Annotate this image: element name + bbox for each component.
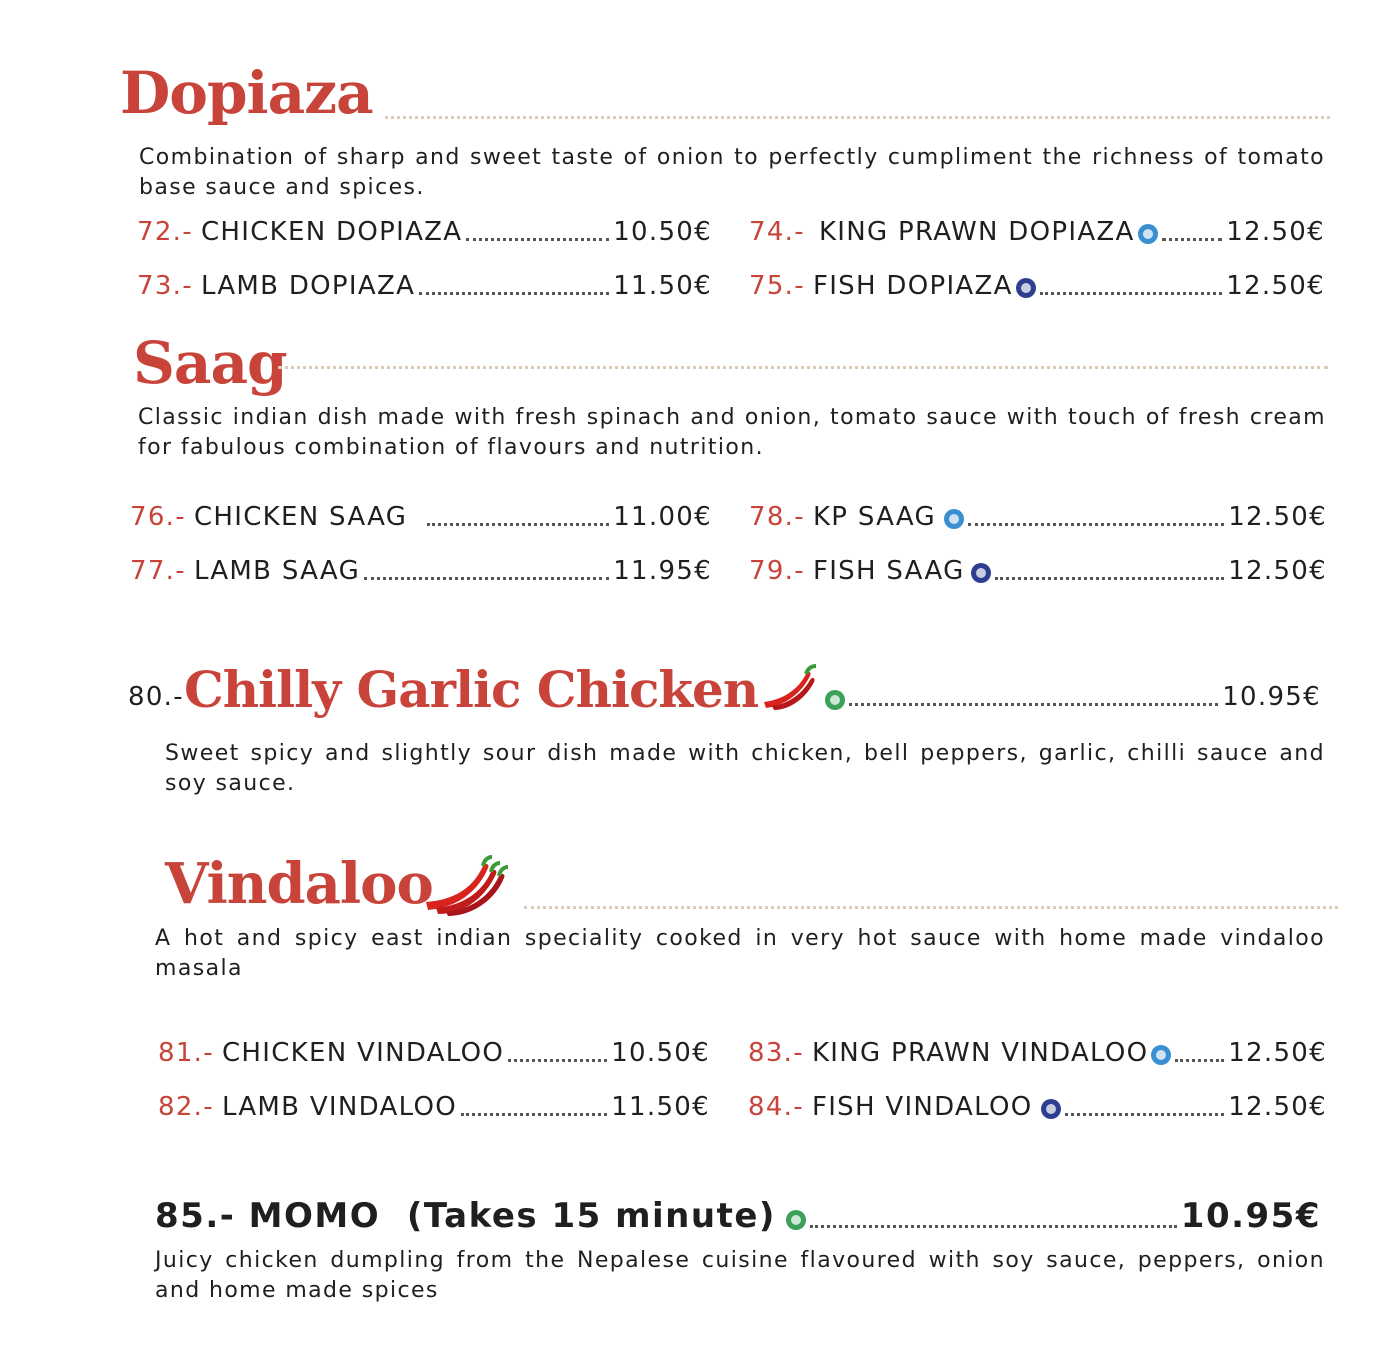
item-number: 82.- <box>158 1092 214 1122</box>
menu-item-84 <box>748 1092 1327 1122</box>
momo-title: 85.- MOMO (Takes 15 minute) <box>155 1196 776 1236</box>
item-price: 11.50€ <box>613 271 712 301</box>
menu-item-82 <box>158 1092 710 1122</box>
leader-dots <box>427 523 609 526</box>
leader-dots <box>995 577 1225 580</box>
item-number: 74.- <box>749 217 805 247</box>
item-number: 73.- <box>137 271 193 301</box>
dopiaza-description: Combination of sharp and sweet taste of onion to perfectly cumpliment the richness of tomato base sauce and spices. <box>139 145 1325 200</box>
menu-item-81 <box>158 1038 710 1068</box>
menu-item-74 <box>749 217 1325 247</box>
menu-item-77 <box>130 556 712 586</box>
item-price: 12.50€ <box>1228 1038 1327 1068</box>
item-number: 81.- <box>158 1038 214 1068</box>
saag-heading-dots <box>278 366 1328 369</box>
item-price: 12.50€ <box>1228 1092 1327 1122</box>
item-name: LAMB DOPIAZA <box>200 271 416 301</box>
item-price: 10.50€ <box>611 1038 710 1068</box>
menu-item-83 <box>748 1038 1327 1068</box>
green-badge-icon <box>825 690 845 710</box>
item-number: 75.- <box>749 271 805 301</box>
menu-item-80 <box>128 660 1321 720</box>
item-name: CHICKEN DOPIAZA <box>200 217 463 247</box>
king-prawn-badge-icon <box>944 509 964 529</box>
item-price: 10.50€ <box>613 217 712 247</box>
momo-description: Juicy chicken dumpling from the Nepalese cuisine flavoured with soy sauce, peppers, onion and home made spices <box>155 1248 1325 1303</box>
item-name: CHICKEN VINDALOO <box>221 1038 505 1068</box>
leader-dots <box>419 292 609 295</box>
item-number: 72.- <box>137 217 193 247</box>
item-price: 10.95€ <box>1180 1196 1321 1236</box>
menu-item-85 <box>155 1196 1321 1236</box>
menu-item-76 <box>130 502 712 532</box>
saag-heading: Saag <box>133 329 287 397</box>
chilli-pepper-icon <box>424 854 510 918</box>
item-name: KING PRAWN DOPIAZA <box>818 217 1135 247</box>
fish-badge-icon <box>971 563 991 583</box>
item-price: 11.50€ <box>611 1092 710 1122</box>
item-price: 12.50€ <box>1228 502 1327 532</box>
leader-dots <box>810 1225 1177 1228</box>
fish-badge-icon <box>1041 1099 1061 1119</box>
king-prawn-badge-icon <box>1151 1045 1171 1065</box>
menu-item-78 <box>749 502 1327 532</box>
item-price: 11.00€ <box>613 502 712 532</box>
item-name: FISH VINDALOO <box>811 1092 1033 1122</box>
menu-item-73 <box>137 271 712 301</box>
item-name: CHICKEN SAAG <box>193 502 408 532</box>
chilli-pepper-icon <box>760 662 822 714</box>
item-number: 79.- <box>749 556 805 586</box>
chilly-description: Sweet spicy and slightly sour dish made with chicken, bell peppers, garlic, chilli sauce and soy sauce. <box>165 741 1325 796</box>
item-number: 80.- <box>128 682 184 712</box>
item-name: LAMB VINDALOO <box>221 1092 457 1122</box>
vindaloo-heading-dots <box>524 906 1338 909</box>
king-prawn-badge-icon <box>1138 224 1158 244</box>
leader-dots <box>849 703 1218 706</box>
leader-dots <box>364 577 609 580</box>
leader-dots <box>1040 292 1223 295</box>
item-price: 10.95€ <box>1222 682 1321 712</box>
item-name: FISH DOPIAZA <box>812 271 1013 301</box>
item-number: 83.- <box>748 1038 804 1068</box>
item-price: 12.50€ <box>1226 217 1325 247</box>
leader-dots <box>1065 1113 1225 1116</box>
saag-description: Classic indian dish made with fresh spinach and onion, tomato sauce with touch of fresh cream for fabulous combination of flavours and nutrition. <box>138 405 1326 460</box>
dopiaza-heading-dots <box>385 116 1330 119</box>
item-number: 77.- <box>130 556 186 586</box>
item-name: KP SAAG <box>812 502 937 532</box>
vindaloo-heading: Vindaloo <box>165 851 433 917</box>
item-number: 84.- <box>748 1092 804 1122</box>
item-name: FISH SAAG <box>812 556 965 586</box>
menu-item-79 <box>749 556 1327 586</box>
item-number: 76.- <box>130 502 186 532</box>
dopiaza-heading: Dopiaza <box>120 59 373 127</box>
leader-dots <box>466 238 609 241</box>
leader-dots <box>1162 238 1223 241</box>
leader-dots <box>461 1113 607 1116</box>
menu-item-75 <box>749 271 1325 301</box>
green-badge-icon <box>786 1210 806 1230</box>
chilly-garlic-chicken-heading: Chilly Garlic Chicken <box>183 660 759 719</box>
item-price: 12.50€ <box>1226 271 1325 301</box>
item-price: 12.50€ <box>1228 556 1327 586</box>
fish-badge-icon <box>1016 278 1036 298</box>
leader-dots <box>968 523 1224 526</box>
menu-item-72 <box>137 217 712 247</box>
item-price: 11.95€ <box>613 556 712 586</box>
vindaloo-description: A hot and spicy east indian speciality cooked in very hot sauce with home made vindaloo masala <box>155 926 1325 981</box>
item-name: LAMB SAAG <box>193 556 361 586</box>
leader-dots <box>1175 1059 1224 1062</box>
item-number: 78.- <box>749 502 805 532</box>
leader-dots <box>508 1059 607 1062</box>
item-name: KING PRAWN VINDALOO <box>811 1038 1149 1068</box>
